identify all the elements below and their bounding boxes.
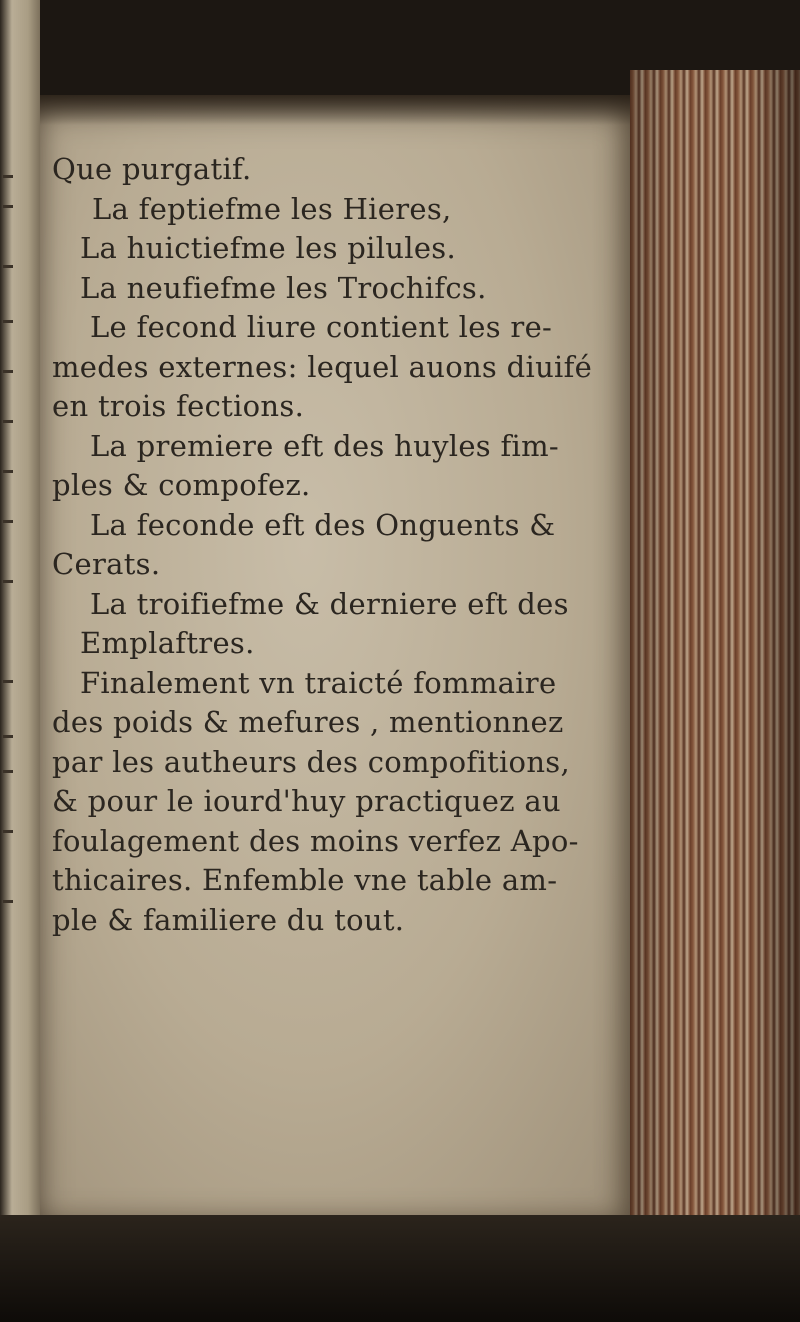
page-text	[52, 150, 593, 940]
text-line: en trois fections.	[52, 389, 305, 423]
text-line: La feptiefme les Hieres,	[92, 191, 452, 226]
text-line: La huictiefme les pilules.	[80, 231, 457, 265]
text-line: La neufiefme les Trochifcs.	[80, 270, 487, 305]
text-line: & pour le iourd'huy practiquez au	[52, 784, 561, 818]
text-line: par les autheurs des compofitions,	[52, 744, 570, 779]
text-line: La premiere eft des huyles fim-	[90, 428, 560, 463]
page-top-shadow	[40, 95, 630, 125]
left-page-edge	[0, 0, 40, 1322]
text-line: medes externes: lequel auons diuifé	[52, 349, 593, 384]
bottom-shadow	[0, 1215, 800, 1322]
text-line: La troifiefme & derniere eft des	[90, 586, 569, 621]
text-line: Cerats.	[52, 547, 161, 581]
text-line: thicaires. Enfemble vne table am-	[52, 863, 558, 897]
text-line: Que purgatif.	[52, 152, 252, 186]
text-line: ples & compofez.	[52, 468, 311, 502]
text-line: La feconde eft des Onguents &	[90, 507, 556, 542]
text-line: ple & familiere du tout.	[52, 902, 405, 937]
text-line: foulagement des moins verfez Apo-	[52, 823, 579, 858]
text-line: Le fecond liure contient les re-	[90, 310, 553, 344]
text-line: des poids & mefures , mentionnez	[52, 705, 564, 739]
text-line: Emplaftres.	[80, 626, 255, 660]
page-stack-shade	[630, 70, 800, 1220]
text-line: Finalement vn traicté fommaire	[80, 665, 557, 700]
